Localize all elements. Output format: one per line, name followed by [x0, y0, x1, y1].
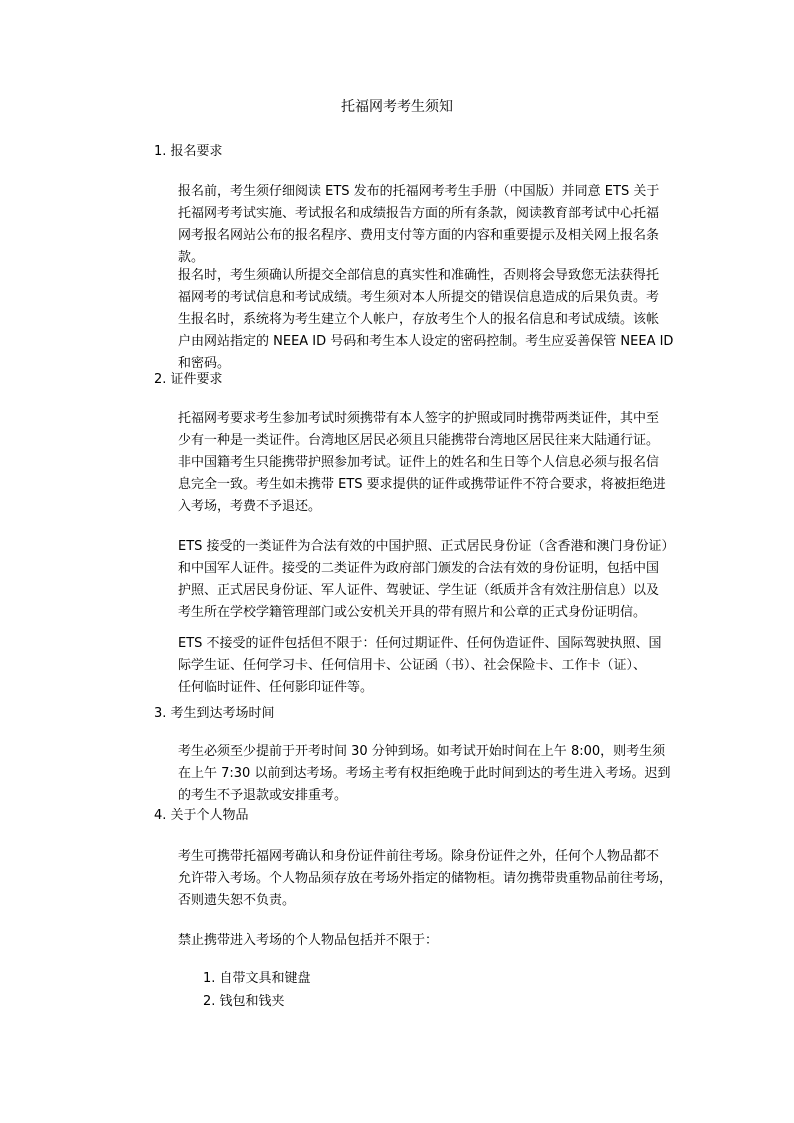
text-line: 考生必须至少提前于开考时间 30 分钟到场。如考试开始时间在上午 8:00，则考生须 [178, 744, 666, 759]
text-line: 生报名时，系统将为考生建立个人帐户，存放考生个人的报名信息和考试成绩。该帐 [178, 312, 660, 327]
text-line: 考生所在学校学籍管理部门或公安机关开具的带有照片和公章的正式身份证明信。 [178, 605, 647, 620]
text-line: 否则遗失恕不负责。 [178, 893, 296, 908]
list-item: 2. 钱包和钱夹 [203, 994, 285, 1009]
paragraph [178, 181, 678, 269]
text-line: 允许带入考场。个人物品须存放在考场外指定的储物柜。请勿携带贵重物品前往考场， [178, 871, 673, 886]
section-heading-arrival-time: 3. 考生到达考场时间 [154, 706, 275, 721]
text-line: 和密码。 [178, 356, 231, 371]
text-line: 际学生证、任何学习卡、任何信用卡、公证函（书）、社会保险卡、工作卡（证）、 [178, 658, 647, 673]
paragraph [178, 265, 678, 375]
text-line: 在上午 7:30 以前到达考场。考场主考有权拒绝晚于此时间到达的考生进入考场。迟到 [178, 766, 671, 781]
text-line: 托福网考要求考生参加考试时须携带有本人签字的护照或同时携带两类证件，其中至 [178, 411, 660, 426]
text-line: 息完全一致。考生如未携带 ETS 要求提供的证件或携带证件不符合要求，将被拒绝进 [178, 477, 666, 492]
text-line: 报名时，考生须确认所提交全部信息的真实性和准确性，否则将会导致您无法获得托 [178, 268, 660, 283]
document-title: 托福网考考生须知 [341, 99, 453, 115]
text-line: 任何临时证件、任何影印证件等。 [178, 680, 374, 695]
section-heading-personal-items: 4. 关于个人物品 [154, 808, 249, 823]
text-line: 的考生不予退款或安排重考。 [178, 788, 348, 803]
text-line: 报名前，考生须仔细阅读 ETS 发布的托福网考考生手册（中国版）并同意 ETS 关于 [178, 184, 660, 199]
paragraph [178, 633, 678, 699]
text-line: ETS 接受的一类证件为合法有效的中国护照、正式居民身份证（含香港和澳门身份证） [178, 539, 675, 554]
text-line: 户由网站指定的 NEEA ID 号码和考生本人设定的密码控制。考生应妥善保管 NEEA ID [178, 334, 674, 349]
text-line: ETS 不接受的证件包括但不限于：任何过期证件、任何伪造证件、国际驾驶执照、国 [178, 636, 662, 651]
text-line: 禁止携带进入考场的个人物品包括并不限于： [178, 933, 439, 948]
text-line: 非中国籍考生只能携带护照参加考试。证件上的姓名和生日等个人信息必须与报名信 [178, 455, 660, 470]
text-line: 入考场，考费不予退还。 [178, 499, 322, 514]
paragraph [178, 930, 678, 952]
text-line: 托福网考考试实施、考试报名和成绩报告方面的所有条款，阅读教育部考试中心托福 [178, 206, 660, 221]
text-line: 少有一种是一类证件。台湾地区居民必须且只能携带台湾地区居民往来大陆通行证。 [178, 433, 660, 448]
section-heading-registration: 1. 报名要求 [154, 144, 223, 159]
text-line: 福网考的考试信息和考试成绩。考生须对本人所提交的错误信息造成的后果负责。考 [178, 290, 660, 305]
text-line: 网考报名网站公布的报名程序、费用支付等方面的内容和重要提示及相关网上报名条 [178, 228, 660, 243]
paragraph [178, 846, 678, 912]
paragraph [178, 741, 678, 807]
text-line: 护照、正式居民身份证、军人证件、驾驶证、学生证（纸质并含有效注册信息）以及 [178, 583, 660, 598]
paragraph [178, 536, 678, 624]
text-line: 考生可携带托福网考确认和身份证件前往考场。除身份证件之外，任何个人物品都不 [178, 849, 660, 864]
paragraph [178, 408, 678, 518]
list-item: 1. 自带文具和键盘 [203, 971, 311, 986]
text-line: 款。 [178, 250, 205, 265]
text-line: 和中国军人证件。接受的二类证件为政府部门颁发的合法有效的身份证明，包括中国 [178, 561, 660, 576]
section-heading-id-requirements: 2. 证件要求 [154, 372, 223, 387]
